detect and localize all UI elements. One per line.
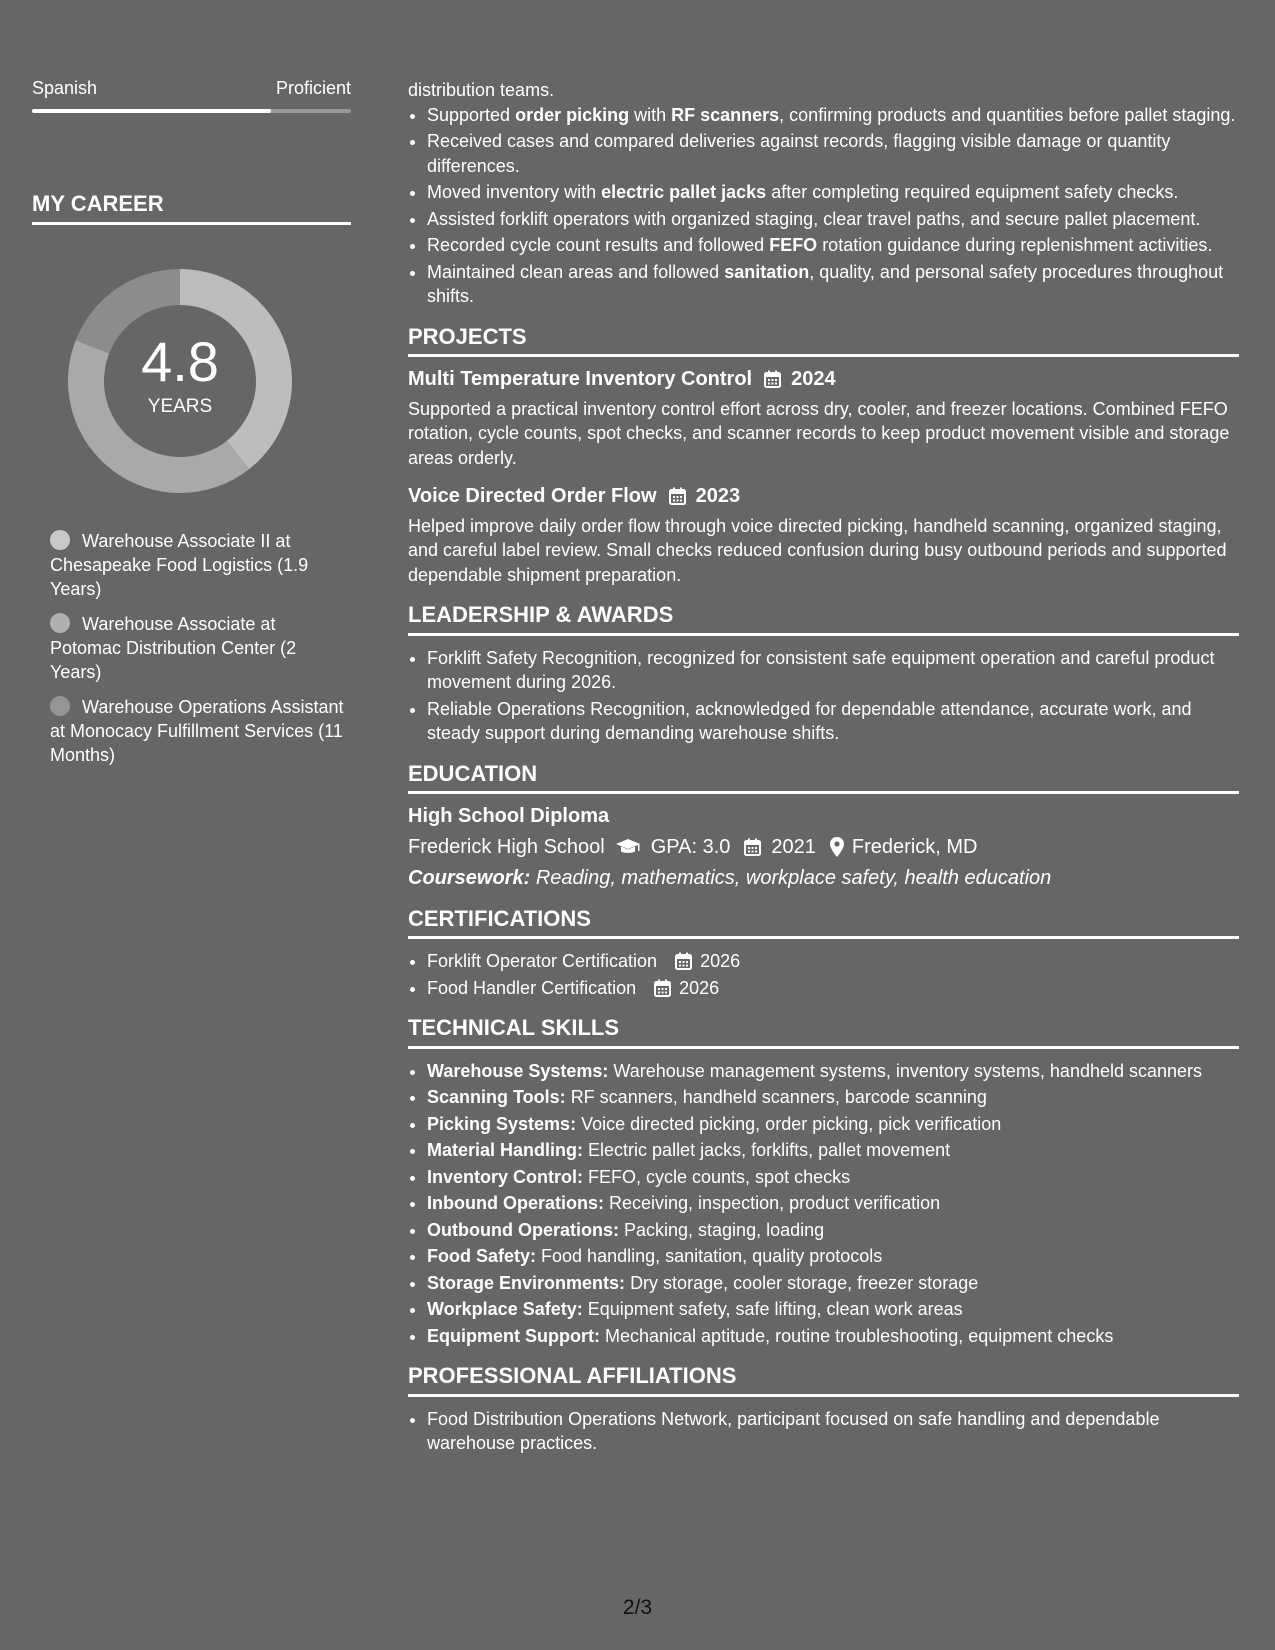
career-item-text: Warehouse Operations Assistant at Monocacy Fulfillment Services (11 Months) <box>50 697 344 765</box>
language-name: Spanish <box>32 78 98 98</box>
career-total-unit: YEARS <box>147 396 213 417</box>
coursework-text: Reading, mathematics, workplace safety, health education <box>535 867 1052 889</box>
sidebar <box>32 78 351 778</box>
affiliations-list <box>408 1407 1239 1456</box>
calendar-icon <box>744 838 761 856</box>
education-coursework <box>408 866 1239 891</box>
skill-item: • Food Safety: Food handling, sanitation, quality protocols <box>427 1244 1239 1269</box>
certification-item <box>427 976 1239 1001</box>
legend-dot <box>50 696 70 716</box>
career-total-value: 4.8 <box>141 330 219 393</box>
award-item: • Forklift Safety Recognition, recognized for consistent safe equipment operation and careful product movement during 2026. <box>427 646 1239 695</box>
certification-year: 2026 <box>679 977 720 998</box>
certification-year: 2026 <box>700 951 741 971</box>
career-item-text: Warehouse Associate at Potomac Distribution Center (2 Years) <box>50 614 297 682</box>
coursework-label: Coursework: <box>408 867 531 889</box>
education-school: Frederick High School <box>408 835 605 858</box>
experience-bullet: • Supported order picking with RF scanners, confirming products and quantities before pallet staging. <box>427 103 1239 128</box>
affiliation-item: • Food Distribution Operations Network, participant focused on safe handling and dependable warehouse practices. <box>427 1407 1239 1456</box>
project-title: Voice Directed Order Flow <box>408 485 657 507</box>
awards-list <box>408 646 1239 746</box>
project-title-row <box>408 367 1239 392</box>
certifications-heading: CERTIFICATIONS <box>408 907 1239 940</box>
calendar-icon <box>654 979 671 997</box>
skill-item: • Scanning Tools: RF scanners, handheld scanners, barcode scanning <box>427 1085 1239 1110</box>
career-list <box>50 529 351 767</box>
skill-item: • Warehouse Systems: Warehouse management systems, inventory systems, handheld scanners <box>427 1059 1239 1084</box>
experience-bullet: • Recorded cycle count results and followed FEFO rotation guidance during replenishment activities. <box>427 233 1239 258</box>
education-degree: High School Diploma <box>408 805 610 827</box>
career-item <box>50 612 351 684</box>
map-pin-icon <box>830 837 844 857</box>
calendar-icon <box>669 487 686 505</box>
awards-heading: LEADERSHIP & AWARDS <box>408 603 1239 636</box>
skills-list <box>408 1059 1239 1349</box>
affiliations-heading: PROFESSIONAL AFFILIATIONS <box>408 1364 1239 1397</box>
experience-bullet: • Maintained clean areas and followed sanitation, quality, and personal safety procedures throughout shifts. <box>427 260 1239 309</box>
education-heading: EDUCATION <box>408 762 1239 795</box>
project-year: 2023 <box>695 485 741 507</box>
education-location: Frederick, MD <box>851 835 978 858</box>
page-number: 2/3 <box>622 1596 653 1619</box>
skill-item: • Picking Systems: Voice directed picking, order picking, pick verification <box>427 1112 1239 1137</box>
language-level-bar <box>32 109 351 113</box>
skill-item: • Equipment Support: Mechanical aptitude, routine troubleshooting, equipment checks <box>427 1324 1239 1349</box>
experience-carry-text: distribution teams. <box>408 80 555 100</box>
graduation-cap-icon <box>615 838 641 856</box>
language-row <box>32 78 351 99</box>
career-item <box>50 529 351 601</box>
certifications-list <box>408 949 1239 1000</box>
project-title-row <box>408 484 1239 509</box>
project-description: Supported a practical inventory control effort across dry, cooler, and freezer locations. Combined FEFO rotation, cycle counts, spot checks, and scanner records to keep product movement visible and storage areas orderly. <box>408 398 1230 468</box>
experience-bullet: • Assisted forklift operators with organized staging, clear travel paths, and secure pallet placement. <box>427 207 1239 232</box>
skill-item: • Inventory Control: FEFO, cycle counts, spot checks <box>427 1165 1239 1190</box>
skill-item: • Material Handling: Electric pallet jacks, forklifts, pallet movement <box>427 1138 1239 1163</box>
skills-heading: TECHNICAL SKILLS <box>408 1016 1239 1049</box>
main-content <box>408 78 1239 1458</box>
career-heading: MY CAREER <box>32 191 351 225</box>
career-item-text: Warehouse Associate II at Chesapeake Food Logistics (1.9 Years) <box>50 531 309 599</box>
calendar-icon <box>764 370 781 388</box>
projects-heading: PROJECTS <box>408 325 1239 358</box>
skill-item: • Storage Environments: Dry storage, cooler storage, freezer storage <box>427 1271 1239 1296</box>
career-donut-chart <box>68 269 292 493</box>
experience-bullet: • Received cases and compared deliveries against records, flagging visible damage or quantity differences. <box>427 129 1239 178</box>
certification-item <box>427 949 1239 974</box>
legend-dot <box>50 530 70 550</box>
skill-item: • Workplace Safety: Equipment safety, safe lifting, clean work areas <box>427 1297 1239 1322</box>
certification-name: Food Handler Certification <box>427 977 637 998</box>
experience-bullets <box>408 103 1239 309</box>
education-gpa: GPA: 3.0 <box>650 835 731 858</box>
certification-name: Forklift Operator Certification <box>427 951 658 971</box>
experience-bullet: • Moved inventory with electric pallet jacks after completing required equipment safety checks. <box>427 180 1239 205</box>
skill-item: • Inbound Operations: Receiving, inspection, product verification <box>427 1191 1239 1216</box>
calendar-icon <box>675 952 692 970</box>
education-year: 2021 <box>771 835 816 858</box>
project-year: 2024 <box>791 368 836 390</box>
project-title: Multi Temperature Inventory Control <box>408 368 753 390</box>
education-details <box>408 835 1239 860</box>
language-level: Proficient <box>275 78 351 98</box>
career-item <box>50 695 351 767</box>
award-item: • Reliable Operations Recognition, acknowledged for dependable attendance, accurate work, and steady support during demanding warehouse shifts. <box>427 697 1239 746</box>
legend-dot <box>50 613 70 633</box>
skill-item: • Outbound Operations: Packing, staging, loading <box>427 1218 1239 1243</box>
project-description: Helped improve daily order flow through voice directed picking, handheld scanning, organized staging, and careful label review. Small checks reduced confusion during busy outbound periods and supported dependable shipment preparation. <box>408 515 1227 585</box>
language-level-fill <box>32 109 271 113</box>
